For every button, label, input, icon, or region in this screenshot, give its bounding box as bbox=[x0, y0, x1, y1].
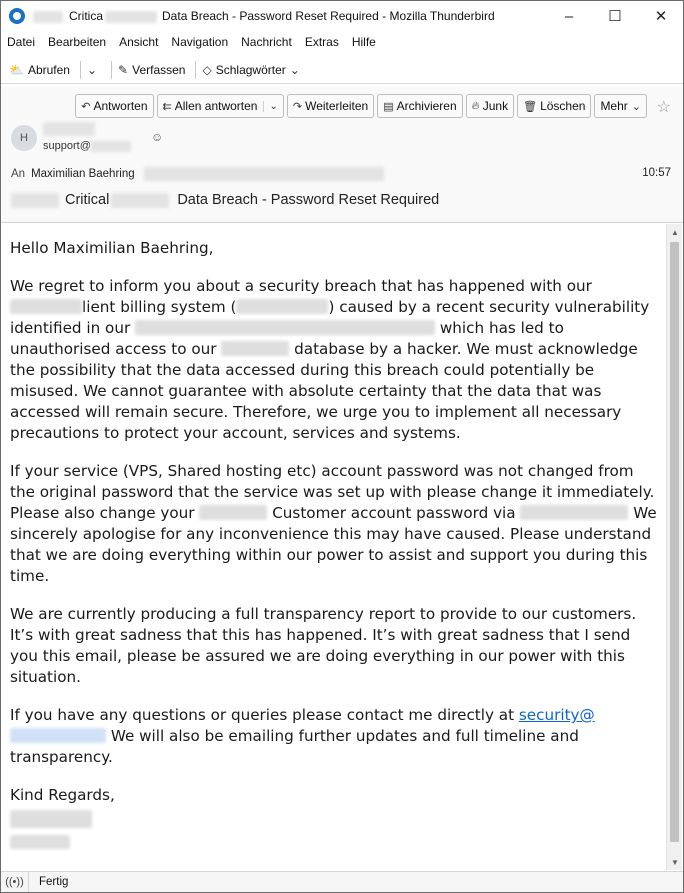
chevron-down-icon: ⌄ bbox=[631, 100, 641, 113]
scrollbar-thumb[interactable] bbox=[670, 242, 679, 842]
redacted-signature bbox=[10, 810, 92, 828]
maximize-button[interactable]: ☐ bbox=[608, 8, 622, 25]
main-toolbar bbox=[1, 56, 683, 84]
compose-button[interactable] bbox=[118, 63, 185, 77]
status-bar bbox=[1, 871, 683, 892]
redacted-signature bbox=[10, 835, 70, 849]
redacted-database-name bbox=[221, 341, 289, 356]
text-run: lient billing system ( bbox=[82, 298, 237, 316]
compose-label: Verfassen bbox=[132, 62, 186, 77]
text-run: If you have any questions or queries please contact me directly at bbox=[10, 706, 515, 724]
redacted-url bbox=[520, 505, 628, 520]
redacted-sender-name bbox=[43, 122, 95, 136]
toolbar-divider bbox=[111, 61, 112, 79]
menu-nachricht[interactable]: Nachricht bbox=[241, 35, 292, 49]
message-body bbox=[1, 224, 666, 870]
trash-icon: 🗑︎ bbox=[523, 100, 538, 113]
text-run: We sincerely apologise for any inconvenience this may have caused. Please understand that we are doing everything within our power to assist and support you during this time. bbox=[10, 504, 657, 585]
sender-avatar: H bbox=[11, 125, 37, 151]
reply-all-icon: ⇇ bbox=[162, 100, 172, 113]
delete-button[interactable] bbox=[517, 94, 591, 118]
forward-icon: ↷ bbox=[292, 100, 303, 113]
link-text: security@ bbox=[518, 706, 595, 724]
redacted-recipient-address bbox=[144, 167, 384, 181]
chevron-down-icon[interactable]: ⌄ bbox=[263, 101, 277, 112]
thunderbird-app-icon bbox=[9, 8, 25, 24]
message-header bbox=[1, 87, 683, 223]
forward-button[interactable] bbox=[287, 94, 374, 118]
archive-icon: ▤ bbox=[383, 100, 394, 113]
menu-extras[interactable]: Extras bbox=[304, 35, 339, 49]
title-prefix: Critica bbox=[69, 9, 104, 23]
message-time: 10:57 bbox=[642, 167, 671, 179]
title-suffix: Data Breach - Password Reset Required - Mozilla Thunderbird bbox=[162, 9, 495, 23]
paragraph-contact bbox=[10, 705, 658, 768]
archive-button[interactable] bbox=[377, 94, 462, 118]
sender-name[interactable] bbox=[43, 120, 95, 138]
to-label: An bbox=[11, 168, 26, 181]
get-mail-dropdown[interactable] bbox=[87, 63, 101, 77]
redacted-subject-part bbox=[11, 193, 59, 208]
text-run: We regret to inform you about a security breach that has happened with our bbox=[10, 277, 592, 295]
toolbar-divider bbox=[80, 61, 81, 79]
menu-bearbeiten[interactable]: Bearbeiten bbox=[48, 35, 107, 49]
status-text: Fertig bbox=[39, 876, 69, 888]
redacted-subject-part bbox=[111, 193, 169, 208]
text-run: If your service (VPS, Shared hosting etc) account password was not changed from the original password that the service was set up with please change it immediately. Please also change your bbox=[10, 462, 655, 522]
more-button[interactable] bbox=[594, 94, 647, 118]
chevron-down-icon: ⌄ bbox=[289, 62, 300, 77]
scroll-down-icon[interactable]: ▼ bbox=[671, 857, 679, 867]
subject-suffix: Data Breach - Password Reset Required bbox=[177, 192, 440, 208]
sender-address[interactable] bbox=[43, 140, 131, 152]
redacted-company bbox=[10, 299, 82, 314]
paragraph-password-change bbox=[10, 461, 658, 587]
title-bar bbox=[1, 1, 683, 31]
menu-navigation[interactable]: Navigation bbox=[171, 35, 229, 49]
toolbar-divider bbox=[195, 61, 196, 79]
get-mail-label: Abrufen bbox=[27, 62, 70, 77]
pencil-icon: ✎ bbox=[118, 62, 129, 77]
redacted-title-part bbox=[105, 11, 157, 23]
recipient-row bbox=[11, 167, 384, 181]
scroll-up-icon[interactable]: ▲ bbox=[671, 227, 679, 237]
text-run: Kind Regards, bbox=[10, 786, 115, 804]
get-mail-button[interactable] bbox=[9, 63, 70, 77]
message-subject bbox=[11, 192, 439, 208]
paragraph-breach bbox=[10, 276, 658, 444]
reply-label: Antworten bbox=[93, 99, 148, 113]
chevron-down-icon: ⌄ bbox=[86, 62, 98, 77]
more-label: Mehr bbox=[600, 99, 628, 113]
greeting: Hello Maximilian Baehring, bbox=[10, 239, 214, 257]
redacted-software-name bbox=[135, 320, 435, 335]
text-run: database by a hacker. We must acknowledge the possibility that the data accessed during this breach could potentially be misused. We cannot guarantee with absolute certainty that the data that was accessed will remain secure. Therefore, we urge you to implement all necessary precautions to protect your account, services and systems. bbox=[10, 340, 638, 442]
online-status-icon[interactable]: ((•)) bbox=[1, 872, 29, 892]
sender-address-text: support@ bbox=[43, 140, 91, 152]
junk-icon: 🔥︎ bbox=[471, 99, 480, 112]
tags-label: Schlagwörter bbox=[215, 62, 286, 77]
tags-button[interactable] bbox=[202, 63, 299, 77]
junk-button[interactable] bbox=[466, 94, 514, 118]
window-title bbox=[33, 9, 495, 23]
delete-label: Löschen bbox=[540, 99, 586, 113]
menu-hilfe[interactable]: Hilfe bbox=[351, 35, 376, 49]
add-contact-icon[interactable]: ☺ bbox=[151, 130, 164, 144]
signature bbox=[10, 810, 658, 853]
subject-prefix: Critical bbox=[65, 192, 110, 208]
redacted-domain bbox=[91, 141, 131, 152]
recipient-name[interactable]: Maximilian Baehring bbox=[31, 168, 135, 181]
text-run: ) caused by a recent security vulnerability identified in our bbox=[10, 298, 650, 337]
reply-all-label: Allen antworten bbox=[174, 99, 258, 113]
closing bbox=[10, 785, 658, 806]
menu-bar bbox=[1, 31, 683, 53]
text-run: which has led to unauthorised access to our bbox=[10, 319, 564, 358]
menu-datei[interactable]: Datei bbox=[7, 35, 36, 49]
paragraph-transparency: We are currently producing a full transparency report to provide to our customers. It’s with great sadness that this has happened. It’s with great sadness that I send you this email, please be assured we are doing everything in our power with this situation. bbox=[10, 605, 637, 686]
cloud-download-icon: ⛅ bbox=[9, 62, 24, 77]
redacted-title-part bbox=[33, 11, 63, 23]
minimize-button[interactable]: – bbox=[564, 7, 574, 25]
reply-all-button[interactable] bbox=[157, 94, 284, 118]
junk-label: Junk bbox=[482, 99, 509, 113]
redacted-system-name bbox=[236, 299, 328, 314]
redacted-email-domain bbox=[10, 728, 106, 743]
archive-label: Archivieren bbox=[396, 99, 457, 113]
vertical-scrollbar[interactable] bbox=[666, 224, 682, 870]
reply-icon: ↶ bbox=[81, 100, 91, 113]
close-button[interactable]: ✕ bbox=[654, 8, 668, 25]
text-run: Customer account password via bbox=[272, 504, 516, 522]
text-run: We will also be emailing further updates and full timeline and transparency. bbox=[10, 727, 579, 766]
redacted-company bbox=[199, 505, 267, 520]
tag-icon: ◇ bbox=[202, 62, 212, 77]
star-icon[interactable]: ☆ bbox=[656, 99, 671, 116]
menu-ansicht[interactable]: Ansicht bbox=[119, 35, 159, 49]
message-actions bbox=[72, 94, 647, 118]
forward-label: Weiterleiten bbox=[305, 99, 369, 113]
reply-button[interactable] bbox=[75, 94, 153, 118]
